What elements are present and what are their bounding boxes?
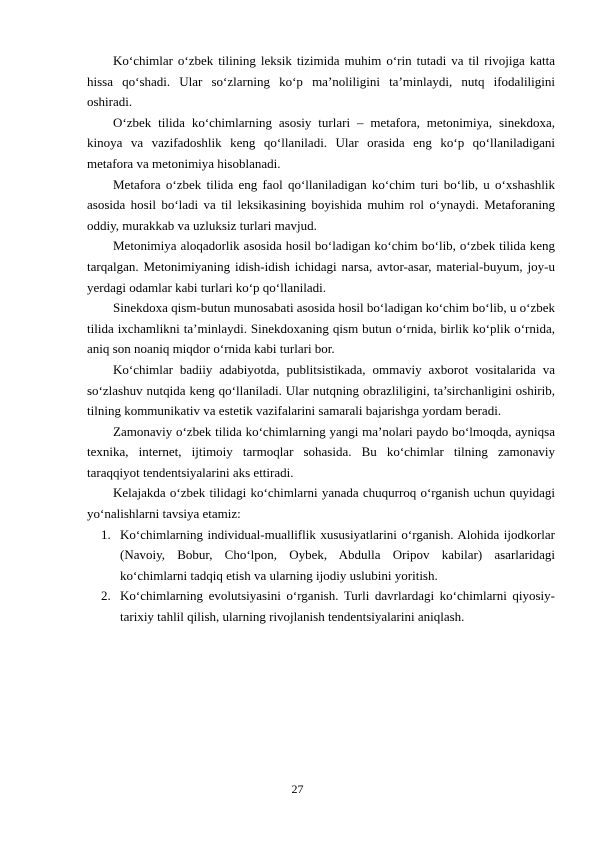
list-item-text: Ko‘chimlarning individual-mualliflik xususiyatlarini o‘rganish. Alohida ijodkorlar (Navoiy, Bobur, Cho‘lpon, Oybek, Abdulla Oripov kabilar) asarlaridagi ko‘chimlarni tadqiq etish va ularning ijodiy uslubini yoritish. — [120, 526, 555, 583]
list-item-text: Ko‘chimlarning evolutsiyasini o‘rganish. Turli davrlardagi ko‘chimlarni qiyosiy-tarixiy tahlil qilish, ularning rivojlanish tendentsiyalarini aniqlash. — [120, 588, 555, 625]
paragraph: Metonimiya aloqadorlik asosida hosil bo‘ladigan ko‘chim bo‘lib, o‘zbek tilida keng tarqalgan. Metonimiyaning idish-idish ichidagi narsa, avtor-asar, material-buyum, joy-u yerdagi odamlar kabi turlari ko‘p qo‘llaniladi. — [87, 238, 555, 295]
paragraph: Kelajakda o‘zbek tilidagi ko‘chimlarni yanada chuqurroq o‘rganish uchun quyidagi yo‘nalishlarni tavsiya etamiz: — [87, 485, 555, 522]
paragraph: Ko‘chimlar o‘zbek tilining leksik tizimida muhim o‘rin tutadi va til rivojiga katta hissa qo‘shadi. Ular so‘zlarning ko‘p ma’noliligini ta’minlaydi, nutq ifodaliligini oshiradi. — [87, 53, 555, 110]
list-item-number: 1. — [101, 526, 111, 542]
list-item-number: 2. — [101, 588, 111, 604]
paragraph: Ko‘chimlar badiiy adabiyotda, publitsistikada, ommaviy axborot vositalarida va so‘zlashuv nutqida keng qo‘llaniladi. Ular nutqning obrazliligini, ta’sirchanligini oshirib, tilning kommunikativ va estetik vazifalarini samarali bajarishga yordam beradi. — [87, 361, 555, 419]
recommendation-list — [87, 525, 555, 628]
document-body — [87, 51, 555, 628]
paragraph: Zamonaviy o‘zbek tilida ko‘chimlarning yangi ma’nolari paydo bo‘lmoqda, ayniqsa texnika, internet, ijtimoiy tarmoqlar sohasida. Bu ko‘chimlar tilning zamonaviy taraqqiyot tendentsiyalarini aks ettiradi. — [87, 423, 555, 480]
list-item — [87, 586, 555, 627]
page-number: 27 — [291, 782, 304, 796]
paragraph: Metafora o‘zbek tilida eng faol qo‘llaniladigan ko‘chim turi bo‘lib, u o‘xshashlik asosida hosil bo‘ladi va til leksikasining boyishida muhim rol o‘ynaydi. Metaforaning oddiy, murakkab va uzluksiz turlari mavjud. — [87, 176, 555, 233]
paragraph: Sinekdoxa qism-butun munosabati asosida hosil bo‘ladigan ko‘chim bo‘lib, u o‘zbek tilida ixchamlikni ta’minlaydi. Sinekdoxaning qism butun o‘rnida, birlik ko‘plik o‘rnida, aniq son noaniq miqdor o‘rnida kabi turlari bor. — [87, 300, 555, 357]
list-item — [87, 525, 555, 587]
paragraph: O‘zbek tilida ko‘chimlarning asosiy turlari – metafora, metonimiya, sinekdoxa, kinoya va vazifadoshlik keng qo‘llaniladi. Ular orasida eng ko‘p qo‘llaniladigani metafora va metonimiya hisoblanadi. — [87, 114, 555, 171]
